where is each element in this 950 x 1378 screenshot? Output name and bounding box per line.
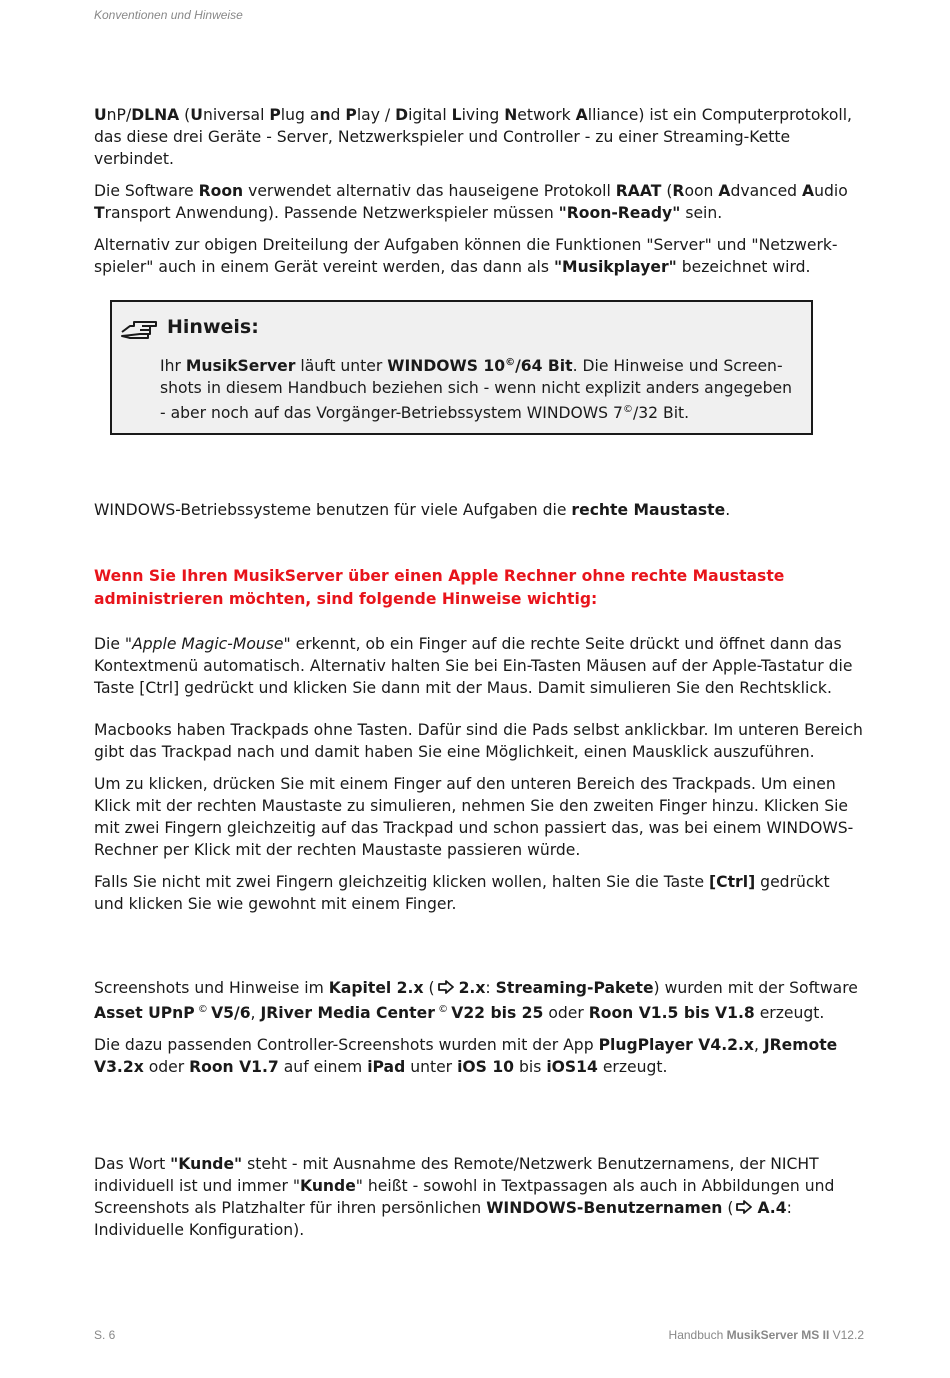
emphasis-text: WINDOWS-Benutzernamen bbox=[486, 1199, 723, 1217]
text-run: . bbox=[725, 501, 731, 519]
emphasis-text: A bbox=[802, 182, 815, 200]
text-run: " heißt - sowohl in Textpassagen als auch in Abbildungen und Screenshots als Platzhalter für ihren persönlichen bbox=[94, 1177, 835, 1217]
hint-body bbox=[160, 352, 800, 424]
emphasis-text: /64 Bit bbox=[515, 357, 573, 376]
emphasis-text: JRemote V3.2x bbox=[94, 1036, 838, 1077]
text-run: sein. bbox=[680, 204, 723, 222]
emphasis-text: Asset UPnP bbox=[94, 1004, 195, 1023]
text-run: nP/ bbox=[106, 106, 132, 124]
kunde-paragraph bbox=[94, 1153, 864, 1241]
text-run: oder bbox=[143, 1058, 190, 1077]
emphasis-text: iOS 10 bbox=[457, 1058, 515, 1077]
text-run: niversal bbox=[202, 106, 270, 124]
footer-product: MusikServer MS II bbox=[726, 1328, 830, 1342]
musikplayer-paragraph bbox=[94, 234, 864, 278]
page-number: S. 6 bbox=[94, 1328, 116, 1342]
trackpad-click-paragraph bbox=[94, 773, 864, 861]
text-run: steht - mit Ausnahme des Remote/Netzwerk Benutzernamens, der NICHT individuell ist und immer " bbox=[94, 1155, 819, 1195]
emphasis-text: RAAT bbox=[615, 182, 662, 200]
emphasis-text: © bbox=[505, 357, 516, 368]
text-run: igital bbox=[408, 106, 452, 124]
text-run: . Die Hinweise und Screen-shots in diesem Handbuch beziehen sich - wenn nicht explizit anders angegeben - aber noch auf das Vorgänger-Betriebssystem WINDOWS 7 bbox=[160, 357, 792, 423]
text-run: lay / bbox=[356, 106, 396, 124]
text-run: verwendet alternativ das hauseigene Protokoll bbox=[243, 182, 616, 200]
text-run: iving bbox=[461, 106, 505, 124]
emphasis-text: Roon V1.5 bis V1.8 bbox=[588, 1004, 755, 1023]
emphasis-text: iOS14 bbox=[546, 1058, 598, 1077]
emphasis-text: PlugPlayer V4.2.x bbox=[598, 1036, 754, 1055]
emphasis-text: D bbox=[395, 106, 409, 124]
text-run: bezeichnet wird. bbox=[676, 258, 811, 276]
text-run: Mouse" bbox=[232, 635, 291, 653]
text-run: , bbox=[753, 1036, 764, 1055]
text-run: erkennt, ob ein Finger auf die rechte Seite drückt und öffnet dann das Kontextmenü automatisch. Alternativ halten Sie bei Ein-Tasten Mäusen auf der Apple-Tastatur die Taste [Ctrl] gedrückt und klicken Sie dann mit der Maus. Damit simulieren Sie den Rechtsklick. bbox=[94, 635, 853, 697]
text-run: etwork bbox=[517, 106, 576, 124]
magic-mouse-paragraph bbox=[94, 633, 864, 699]
emphasis-text: "Musikplayer" bbox=[553, 258, 677, 276]
text-run: ( bbox=[661, 182, 673, 200]
reference-arrow-icon bbox=[437, 980, 455, 994]
customer-section bbox=[94, 1153, 864, 1251]
text-run: Die Software bbox=[94, 182, 199, 200]
emphasis-text: "Roon-Ready" bbox=[558, 204, 681, 222]
right-mouse-paragraph bbox=[94, 499, 864, 521]
text-run: "Apple Magic bbox=[124, 635, 228, 653]
text-run: Falls Sie nicht mit zwei Fingern gleichzeitig klicken wollen, halten Sie die Taste bbox=[94, 873, 710, 891]
text-run: Macbooks haben Trackpads ohne Tasten. Dafür sind die Pads selbst anklickbar. Im unteren Bereich gibt das Trackpad nach und damit haben Sie eine Möglichkeit, einen Mausklick auszuführen. bbox=[94, 721, 863, 761]
text-run: © bbox=[434, 1004, 452, 1015]
running-header: Konventionen und Hinweise bbox=[94, 8, 243, 22]
emphasis-text: A bbox=[718, 182, 731, 200]
emphasis-text: P bbox=[269, 106, 281, 124]
emphasis-text: T bbox=[94, 204, 105, 222]
emphasis-text: rechte Maustaste bbox=[571, 501, 726, 519]
text-run: © bbox=[622, 404, 633, 416]
emphasis-text: Roon V1.7 bbox=[189, 1058, 279, 1077]
text-run: © bbox=[194, 1004, 212, 1015]
emphasis-text: Roon bbox=[198, 182, 244, 200]
footer-prefix: Handbuch bbox=[668, 1328, 727, 1342]
text-run: gedrückt und klicken Sie wie gewohnt mit einem Finger. bbox=[94, 873, 830, 913]
emphasis-text: Streaming-Pakete bbox=[495, 979, 654, 997]
text-run: Um zu klicken, drücken Sie mit einem Finger auf den unteren Bereich des Trackpads. Um einen Klick mit der rechten Maustaste zu simulieren, nehmen Sie den zweiten Finger hinzu. Klicken Sie mit zwei Fingern gleichzeitig auf das Trackpad und schon passiert das, was bei einem WINDOWS-Rechner per Klick mit der rechten Maustaste passieren würde. bbox=[94, 775, 854, 859]
text-run: ( bbox=[423, 979, 435, 997]
text-run: : Individuelle Konfiguration). bbox=[94, 1199, 792, 1239]
apple-warning: Wenn Sie Ihren MusikServer über einen Apple Rechner ohne rechte Maustaste administrieren möchten, sind folgende Hinweise wichtig: bbox=[94, 567, 785, 608]
emphasis-text: MusikServer bbox=[185, 357, 296, 376]
text-run: Die dazu passenden Controller-Screenshots wurden mit der App bbox=[94, 1036, 599, 1055]
software-versions-paragraph bbox=[94, 977, 864, 1024]
emphasis-text: JRiver Media Center bbox=[260, 1004, 435, 1023]
pointing-hand-icon bbox=[120, 318, 160, 344]
emphasis-text: A bbox=[575, 106, 588, 124]
hint-box bbox=[110, 300, 813, 435]
text-run: auf einem bbox=[278, 1058, 368, 1077]
text-run: ransport Anwendung). Passende Netzwerkspieler müssen bbox=[104, 204, 559, 222]
text-run: lug a bbox=[280, 106, 320, 124]
apple-section bbox=[94, 633, 864, 925]
emphasis-text: Kapitel 2.x bbox=[328, 979, 424, 997]
emphasis-text: 2.x bbox=[458, 979, 486, 997]
text-run: d bbox=[330, 106, 346, 124]
mouse-section bbox=[94, 499, 864, 531]
upnp-dlna-paragraph bbox=[94, 104, 864, 170]
text-run: /32 Bit. bbox=[632, 404, 690, 423]
footer-version: V12.2 bbox=[829, 1328, 864, 1342]
emphasis-text: [Ctrl] bbox=[709, 873, 756, 891]
emphasis-text: U bbox=[94, 106, 107, 124]
reference-arrow-icon bbox=[735, 1200, 753, 1214]
text-run: Das Wort bbox=[94, 1155, 171, 1173]
text-run: , bbox=[250, 1004, 261, 1023]
emphasis-text: DLNA bbox=[131, 106, 180, 124]
intro-section bbox=[94, 104, 864, 288]
text-run: lliance) ist ein Computerprotokoll, das diese drei Geräte - Server, Netzwerkspieler und Controller - zu einer Streaming-Kette verbindet. bbox=[94, 106, 853, 168]
text-run: Ihr bbox=[160, 357, 186, 376]
text-run: erzeugt. bbox=[597, 1058, 668, 1077]
text-run: erzeugt. bbox=[754, 1004, 825, 1023]
emphasis-text: iPad bbox=[367, 1058, 406, 1077]
controller-versions-paragraph bbox=[94, 1034, 864, 1078]
emphasis-text: "Kunde" bbox=[170, 1155, 243, 1173]
text-run: bis bbox=[514, 1058, 547, 1077]
text-run: udio bbox=[814, 182, 848, 200]
text-run: dvanced bbox=[730, 182, 803, 200]
emphasis-text: n bbox=[319, 106, 331, 124]
text-run: läuft unter bbox=[295, 357, 388, 376]
emphasis-text: V5/6 bbox=[211, 1004, 251, 1023]
roon-raat-paragraph bbox=[94, 180, 864, 224]
text-run: - bbox=[227, 635, 233, 653]
text-run: oon bbox=[684, 182, 719, 200]
emphasis-text: V22 bis 25 bbox=[451, 1004, 544, 1023]
emphasis-text: Kunde bbox=[300, 1177, 356, 1195]
macbook-paragraph bbox=[94, 719, 864, 763]
running-footer bbox=[669, 1328, 864, 1342]
text-run: unter bbox=[405, 1058, 458, 1077]
emphasis-text: A.4 bbox=[757, 1199, 787, 1217]
text-run: ) wurden mit der Software bbox=[653, 979, 858, 997]
software-section bbox=[94, 977, 864, 1088]
emphasis-text: R bbox=[672, 182, 685, 200]
text-run: ( bbox=[179, 106, 191, 124]
text-run: Screenshots und Hinweise im bbox=[94, 979, 329, 997]
emphasis-text: N bbox=[504, 106, 518, 124]
text-run: : bbox=[485, 979, 496, 997]
text-run: ( bbox=[722, 1199, 734, 1217]
emphasis-text: P bbox=[345, 106, 357, 124]
text-run: WINDOWS-Betriebssysteme benutzen für viele Aufgaben die bbox=[94, 501, 572, 519]
ctrl-click-paragraph bbox=[94, 871, 864, 915]
text-run: Die bbox=[94, 635, 125, 653]
text-run: oder bbox=[543, 1004, 589, 1023]
hint-title: Hinweis: bbox=[167, 316, 259, 338]
emphasis-text: WINDOWS 10 bbox=[387, 357, 506, 376]
emphasis-text: L bbox=[451, 106, 462, 124]
text-run: Alternativ zur obigen Dreiteilung der Aufgaben können die Funktionen "Server" und "Netzwerk-spieler" auch in einem Gerät vereint werden, das dann als bbox=[94, 236, 838, 276]
emphasis-text: U bbox=[190, 106, 203, 124]
